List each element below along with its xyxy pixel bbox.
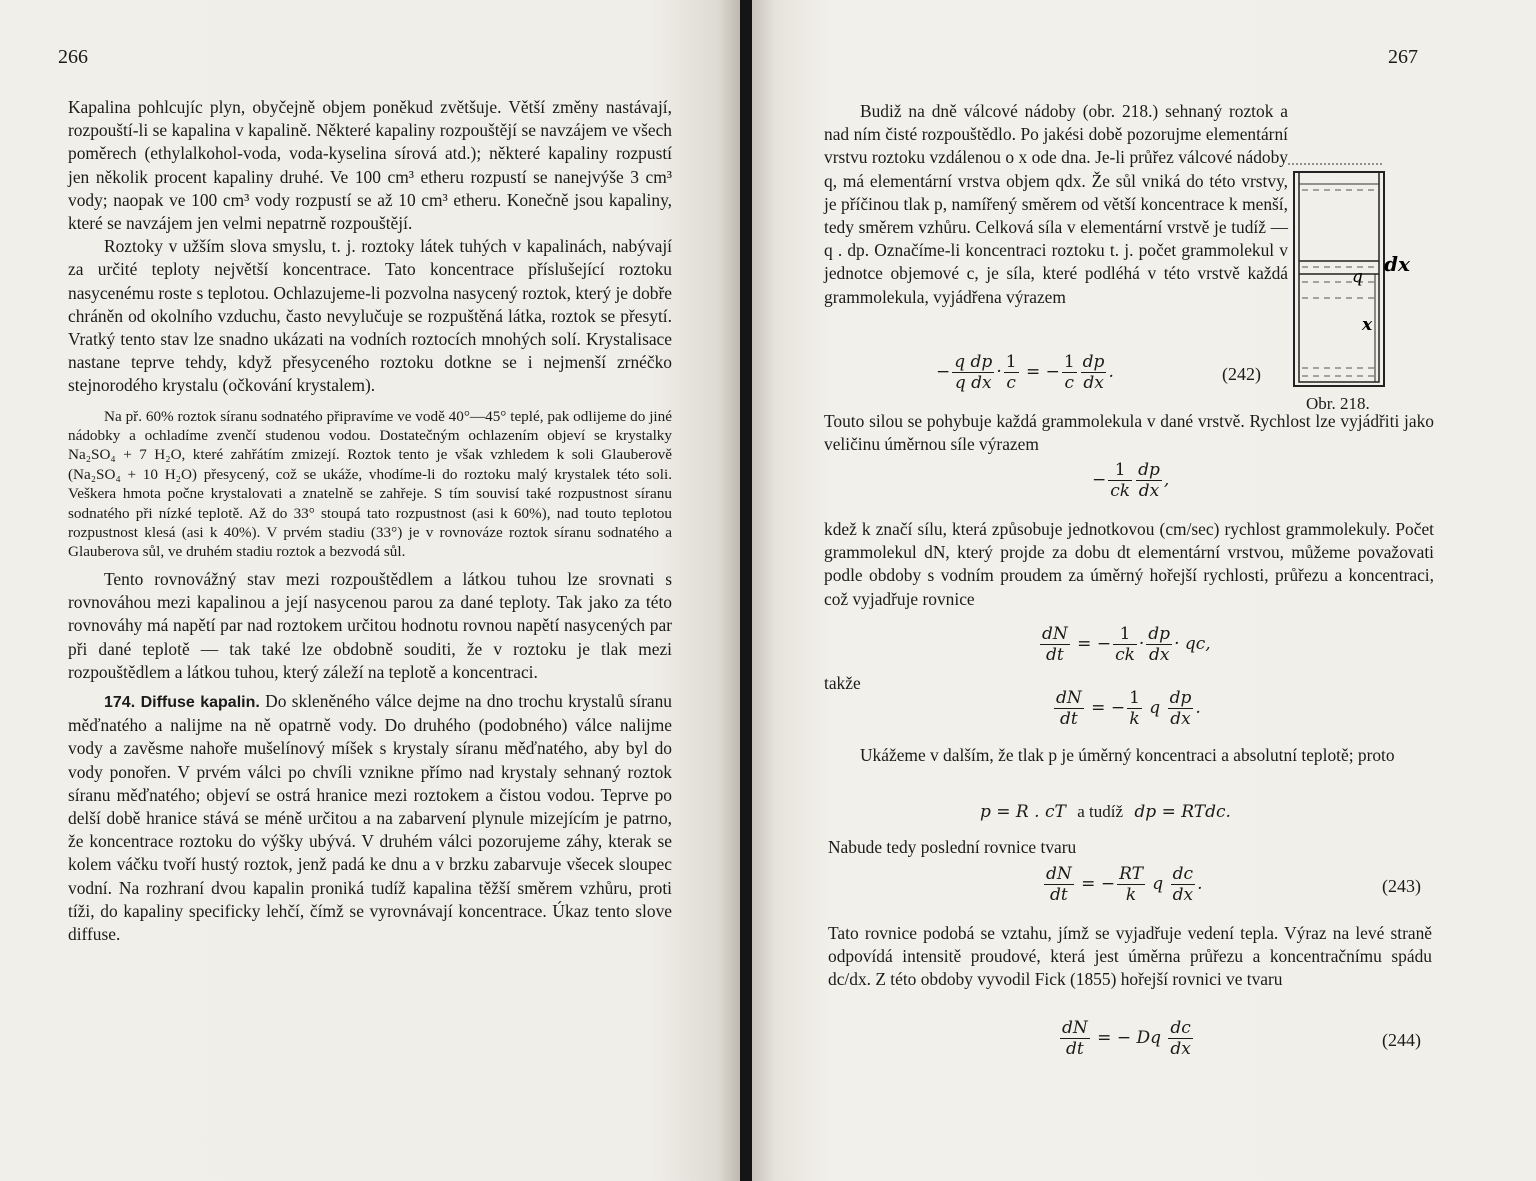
equation-pressure: p = R . cT a tudíž dp = RTdc. <box>980 802 1231 822</box>
figure-label-dx: dx <box>1384 252 1410 276</box>
paragraph-equilibrium: Tento rovnovážný stav mezi rozpouštědlem a látkou tuhou lze srovnati s rovnováhou mezi kapalinou a její nasycenou parou za dané teploty. Tak jako za této rovnováhy má napětí par nad roztokem určitou hodnotu rovnou napětí nasycených par při dané teplotě — tak také lze obdobně souditi, že v roztoku je tlak mezi rozpouštědlem a látkou tuhou, který záleží na teplotě a koncentraci. <box>68 568 672 682</box>
figure-label-q: q <box>1352 267 1363 287</box>
paragraph-example-sodium-sulfate: Na př. 60% roztok síranu sodnatého připravíme ve vodě 40°—45° teplé, pak odlijeme do jiné nádobky a ochladíme zvenčí studenou vodou. Dostatečným ochlazením objeví se krystalky Na₂SO₄ + 7 H₂O, které zahřátím zmizejí. Roztok tento je však vzhledem k soli Glauberově (Na₂SO₄ + 10 H₂O) přesycený, což se ukáže, vhodíme-li do roztoku malý krystalek této soli. Veškera hmota počne krystalovati a znatelně se zahřeje. S tím souvisí také rozpustnost síranu sodnatého při nízké teplotě. Až do 33° stoupá tato rozpustnost (asi k 60%), nad touto teplotou rozpustnost klesá (asi k 40%). V prvém stadiu (33°) je v rovnováze roztok síranu sodnatého a Glauberova sůl, ve druhém stadiu roztok a bezvodá sůl. <box>68 407 672 561</box>
equation-243: $\frac{dN}{dt}$ = − $\frac{RT}{k}$ q $\frac{dc}{dx}$ . <box>1046 864 1203 905</box>
equation-242-number: (242) <box>1222 364 1261 384</box>
paragraph-flux <box>824 518 1434 611</box>
paragraph-diffusion-text: Do skleněného válce dejme na dno trochu krystalů síranu měďnatého a nalijme na ně opatrně vody. Do druhého (podobného) válce nalijme vody a zavěsme nahoře mušelínový míšek s krystaly síranu měďnatého, aby byl do vody ponořen. V prvém válci po chvíli vznikne přímo nad krystaly sehnaný roztok síranu měďnatého; objeví se ostrá hranice mezi roztokem a čistou vodou. Teprve po delší době hranice stává se méně určitou a na zabarvení plynule mizejícím je patrno, že koncentrace roztoku do výšky ubývá. V druhém válci pozorujeme záhy, kterak se kolem váčku tvoří hustý roztok, jenž padá ke dnu a v brzku zabarvuje všecek sloupec vodní. Na rozhraní dvou kapalin proniká tudíž kapalina těžší směrem vzhůru, proti tíži, do kapaliny specificky lehčí, čímž se vyrovnávají koncentrace. Úkaz tento slove diffuse. <box>68 690 672 944</box>
right-page <box>752 0 1536 1181</box>
paragraph-force-text: Touto silou se pohybuje každá grammolekula v dané vrstvě. Rychlost lze vyjádřiti jako veličinu úměrnou síle výrazem <box>824 411 1434 455</box>
figure-label-x: x <box>1362 315 1373 335</box>
left-page <box>0 0 740 1181</box>
paragraph-fick-text: Tato rovnice podobá se vztahu, jímž se vyjadřuje vedení tepla. Výraz na levé straně odpovídá intensitě proudové, která jest úměrna průřezu a koncentračnímu spádu dc/dx. Z této obdoby vyvodil Fick (1855) hořejší rovnici ve tvaru <box>828 923 1432 990</box>
equation-244-number: (244) <box>1382 1030 1421 1050</box>
page-number-right: 267 <box>1388 46 1418 68</box>
paragraph-force <box>824 410 1434 456</box>
paragraph-fick <box>828 922 1432 992</box>
equation-flux-simplified: $\frac{dN}{dt}$ = − $\frac{1}{k}$ q $\frac{dp}{dx}$ . <box>1056 688 1201 729</box>
page-number-left: 266 <box>58 46 88 68</box>
equation-244: $\frac{dN}{dt}$ = − Dq $\frac{dc}{dx}$ <box>1062 1018 1191 1059</box>
left-page-body <box>68 96 672 946</box>
word-takze: takže <box>824 673 861 693</box>
paragraph-flux-text: kdež k značí sílu, která způsobuje jednotkovou (cm/sec) rychlost grammolekuly. Počet grammolekul dN, který projde za dobu dt elementární vrstvou, můžeme považovati podle obdoby s vodním proudem za úměrný hořejší rychlosti, průřezu a koncentraci, což vyjadřuje rovnice <box>824 519 1434 609</box>
equation-242: − $\frac{\text{q dp}}{\text{q dx}}$ · $\frac{1}{c}$ = − $\frac{1}{c}$ $\frac{dp}{dx}$ . <box>936 352 1114 393</box>
paragraph-form-text: Nabude tedy poslední rovnice tvaru <box>828 837 1077 857</box>
paragraph-saturation: Roztoky v užším slova smyslu, t. j. roztoky látek tuhých v kapalinách, nabývají za určité teploty největší koncentrace. Tato koncentrace příslušející roztoku nasycenému roste s teplotou. Ochlazujeme-li pozvolna nasycený roztok, který je dobře chráněn od okolního vzduchu, často nevylučuje se rozpuštěná látka, roztok se přesytí. Vratký tento stav lze snadno ukázati na vodních roztocích mnohých solí. Krystalisace nastane teprve tehdy, když přesyceného roztoku dotkne se i nejmenší zrnéčko stejnorodého krystalu (očkování krystalem). <box>68 236 672 396</box>
equation-flux: $\frac{dN}{dt}$ = − $\frac{1}{ck}$ · $\frac{dp}{dx}$ · qc, <box>1042 624 1211 665</box>
equation-velocity: − $\frac{1}{ck}$ $\frac{dp}{dx}$ , <box>1092 460 1170 501</box>
paragraph-miscibility: Kapalina pohlcujíc plyn, obyčejně objem poněkud zvětšuje. Větší změny nastávají, rozpouští-li se kapalina v kapalině. Některé kapaliny rozpouštějí se navzájem ve všech poměrech (ethylalkohol-voda, voda-kyselina sírová atd.); některé kapaliny rozpustí jen několik procent kapaliny druhé. Ve 100 cm³ etheru rozpustí se nanejvýše 3 cm³ vody; naopak ve 100 cm³ vody rozpustí se až 10 cm³ etheru. Konečně jsou kapaliny, které se navzájem jen velmi nepatrně rozpouštějí. <box>68 97 672 234</box>
paragraph-form <box>828 836 1438 859</box>
paragraph-pressure-text: Ukážeme v dalším, že tlak p je úměrný koncentraci a absolutní teplotě; proto <box>860 745 1395 765</box>
paragraph-pressure <box>824 744 1434 767</box>
intro-paragraph <box>824 100 1288 309</box>
book-gutter <box>740 0 752 1181</box>
figure-cylinder <box>1288 158 1410 408</box>
section-heading: 174. Diffuse kapalin. <box>104 693 260 711</box>
intro-text: Budiž na dně válcové nádoby (obr. 218.) sehnaný roztok a nad ním čisté rozpouštědlo. Po jakési době pozorujme elementární vrstvu roztoku vzdálenou o x ode dna. Je-li průřez válcové nádoby q, má elementární vrstva objem qdx. Že sůl vniká do této vrstvy, je příčinou tlak p, namířený směrem od větší koncentrace k menší, tedy směrem vzhůru. Celková síla v elementární vrstvě je tudíž — q . dp. Označíme-li koncentraci roztoku t. j. počet grammolekul v jednotce objemové c, je síla, které podléhá v této vrstvě každá grammolekula, vyjádřena výrazem <box>824 101 1288 307</box>
paragraph-diffusion <box>68 690 672 946</box>
figure-caption: Obr. 218. <box>1306 394 1370 413</box>
equation-243-number: (243) <box>1382 876 1421 896</box>
word-a-tudiz: a tudíž <box>1077 802 1124 821</box>
